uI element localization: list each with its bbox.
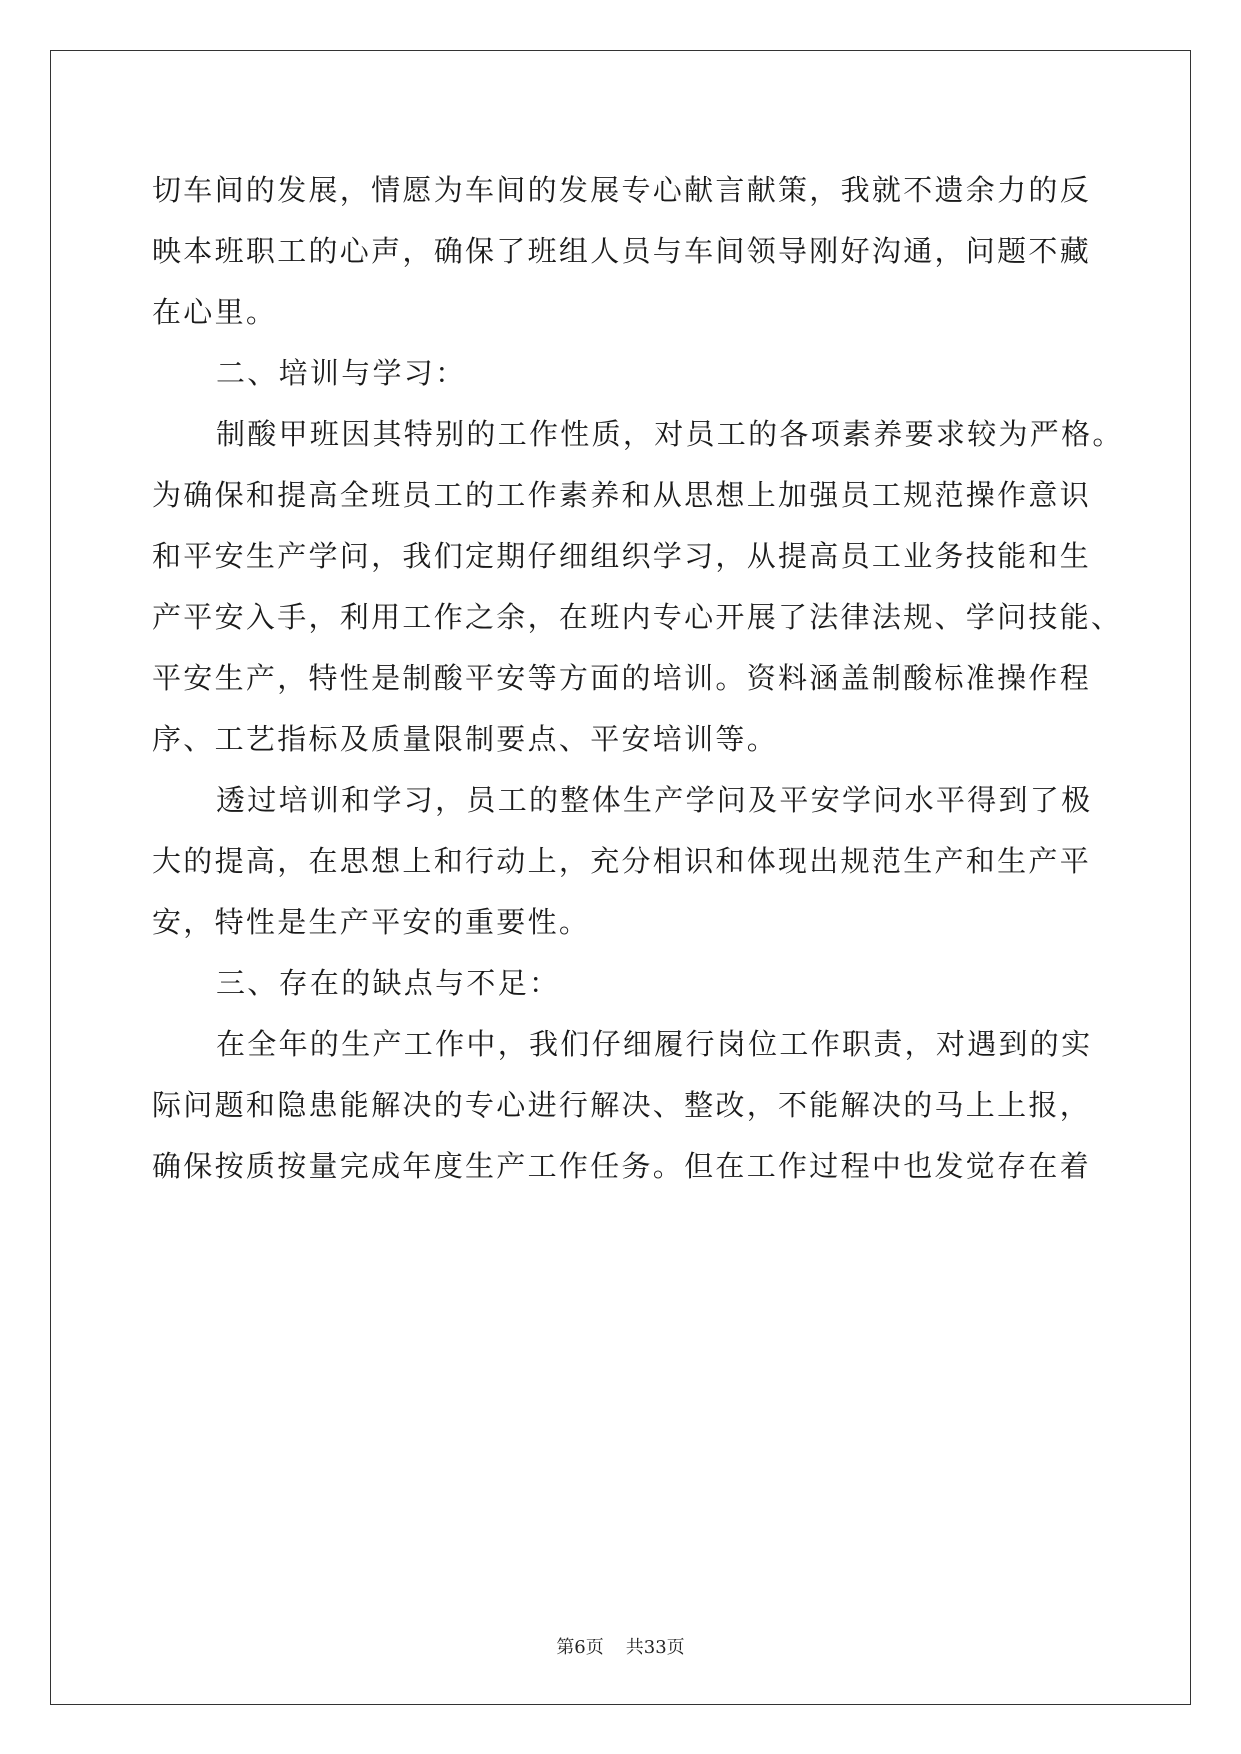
text-line: 三、存在的缺点与不足：: [216, 966, 561, 1000]
text-line: 透过培训和学习，员工的整体生产学问及平安学问水平得到了极: [216, 783, 1093, 817]
text-line: 序、工艺指标及质量限制要点、平安培训等。: [152, 722, 779, 756]
text-line: 映本班职工的心声，确保了班组人员与车间领导刚好沟通，问题不藏: [152, 234, 1092, 268]
text-line: 切车间的发展，情愿为车间的发展专心献言献策，我就不遗余力的反: [152, 173, 1092, 207]
document-body: [152, 160, 1124, 1197]
text-line: 和平安生产学问，我们定期仔细组织学习，从提高员工业务技能和生: [152, 539, 1092, 573]
text-line: 制酸甲班因其特别的工作性质，对员工的各项素养要求较为严格。: [216, 417, 1124, 451]
text-line: 为确保和提高全班员工的工作素养和从思想上加强员工规范操作意识: [152, 478, 1092, 512]
text-line: 大的提高，在思想上和行动上，充分相识和体现出规范生产和生产平: [152, 844, 1092, 878]
text-line: 在心里。: [152, 295, 278, 329]
text-line: 在全年的生产工作中，我们仔细履行岗位工作职责，对遇到的实: [216, 1027, 1093, 1061]
text-line: 二、培训与学习：: [216, 356, 467, 390]
text-line: 确保按质按量完成年度生产工作任务。但在工作过程中也发觉存在着: [152, 1149, 1092, 1183]
page-number-current: 第6页: [556, 1637, 604, 1658]
page-footer: [0, 1633, 1241, 1659]
text-line: 产平安入手，利用工作之余，在班内专心开展了法律法规、学问技能、: [152, 600, 1123, 634]
page-number-total: 共33页: [625, 1637, 685, 1658]
text-line: 际问题和隐患能解决的专心进行解决、整改，不能解决的马上上报，: [152, 1088, 1092, 1122]
text-line: 安，特性是生产平安的重要性。: [152, 905, 591, 939]
text-line: 平安生产，特性是制酸平安等方面的培训。资料涵盖制酸标准操作程: [152, 661, 1092, 695]
